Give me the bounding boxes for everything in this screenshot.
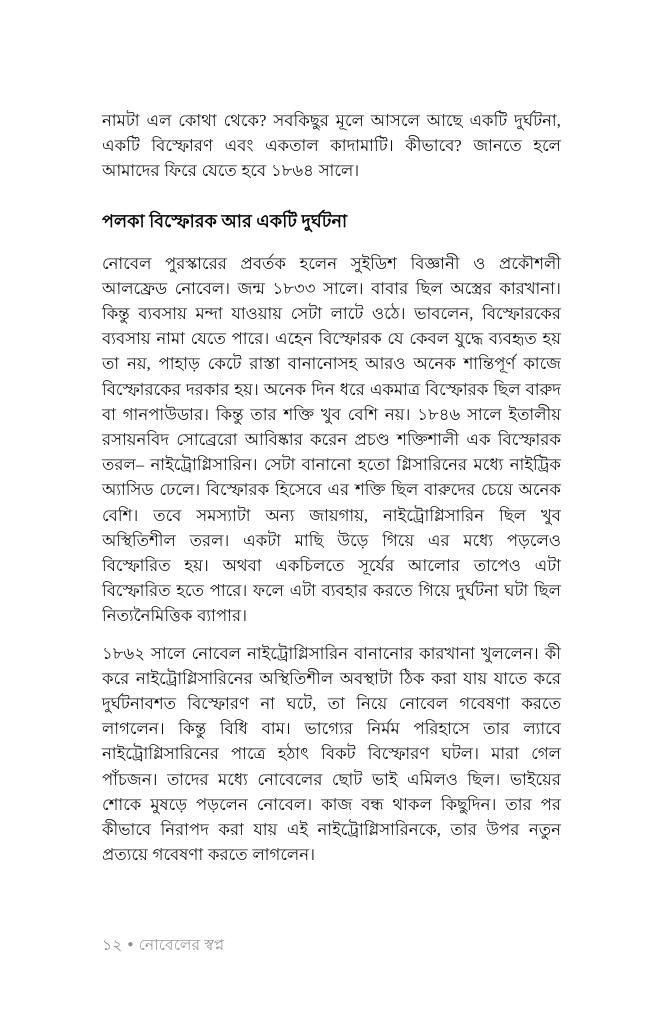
- footer-book-title: নোবেলের স্বপ্ন: [138, 937, 225, 954]
- page-content: [102, 108, 561, 867]
- paragraph-continued: নামটা এল কোথা থেকে? সবকিছুর মূলে আসলে আছে একটি দুর্ঘটনা, একটি বিস্ফোরণ এবং একতাল কাদামাটি। কীভাবে? জানতে হলে আমাদের ফিরে যেতে হবে ১৮৬৪ সালে।: [102, 111, 561, 181]
- paragraph-three: ১৮৬২ সালে নোবেল নাইট্রোগ্লিসারিন বানানোর কারখানা খুললেন। কী করে নাইট্রোগ্লিসারিনের অস্থিতিশীল অবস্থাটা ঠিক করা যায় যাতে করে দুর্ঘটনাবশত বিস্ফোরণ না ঘটে, তা নিয়ে নোবেল গবেষণা করতে লাগলেন। কিন্তু বিধি বাম। ভাগ্যের নির্মম পরিহাসে তার ল্যাবে নাইট্রোগ্লিসারিনের পাত্রে হঠাৎ বিকট বিস্ফোরণ ঘটল। মারা গেল পাঁচজন। তাদের মধ্যে নোবেলের ছোট ভাই এমিলও ছিল। ভাইয়ের শোকে মুষড়ে পড়লেন নোবেল। কাজ বন্ধ থাকল কিছুদিন। তার পর কীভাবে নিরাপদ করা যায় এই নাইট্রোগ্লিসারিনকে, তার উপর নতুন প্রত্যয়ে গবেষণা করতে লাগলেন।: [102, 643, 561, 865]
- footer-page-number: ১২: [102, 937, 123, 954]
- bullet-separator-icon: ●: [127, 939, 134, 950]
- section-heading: পলকা বিস্ফোরক আর একটি দুর্ঘটনা: [102, 210, 348, 231]
- section-heading-wrap: [102, 209, 561, 234]
- page-footer: [102, 935, 561, 959]
- paragraph-two: নোবেল পুরস্কারের প্রবর্তক হলেন সুইডিশ বিজ্ঞানী ও প্রকৌশলী আলফ্রেড নোবেল। জন্ম ১৮৩৩ সালে। বাবার ছিল অস্ত্রের কারখানা। কিন্তু ব্যবসায় মন্দা যাওয়ায় সেটা লাটে ওঠে। ভাবলেন, বিস্ফোরকের ব্যবসায় নামা যেতে পারে। এহেন বিস্ফোরক যে কেবল যুদ্ধে ব্যবহৃত হয় তা নয়, পাহাড় কেটে রাস্তা বানানোসহ আরও অনেক শান্তিপূর্ণ কাজে বিস্ফোরকের দরকার হয়। অনেক দিন ধরে একমাত্র বিস্ফোরক ছিল বারুদ বা গানপাউডার। কিন্তু তার শক্তি খুব বেশি নয়। ১৮৪৬ সালে ইতালীয় রসায়নবিদ সোব্রেরো আবিষ্কার করেন প্রচণ্ড শক্তিশালী এক বিস্ফোরক তরল– নাইট্রোগ্লিসারিন। সেটা বানানো হতো গ্লিসারিনের মধ্যে নাইট্রিক অ্যাসিড ঢেলে। বিস্ফোরক হিসেবে এর শক্তি ছিল বারুদের চেয়ে অনেক বেশি। তবে সমস্যাটা অন্য জায়গায়, নাইট্রোগ্লিসারিন ছিল খুব অস্থিতিশীল তরল। একটা মাছি উড়ে গিয়ে এর মধ্যে পড়লেও বিস্ফোরিত হয়। অথবা একচিলতে সূর্যের আলোর তাপেও এটা বিস্ফোরিত হতে পারে। ফলে এটা ব্যবহার করতে গিয়ে দুর্ঘটনা ঘটা ছিল নিত্যনৈমিত্তিক ব্যাপার।: [102, 253, 561, 626]
